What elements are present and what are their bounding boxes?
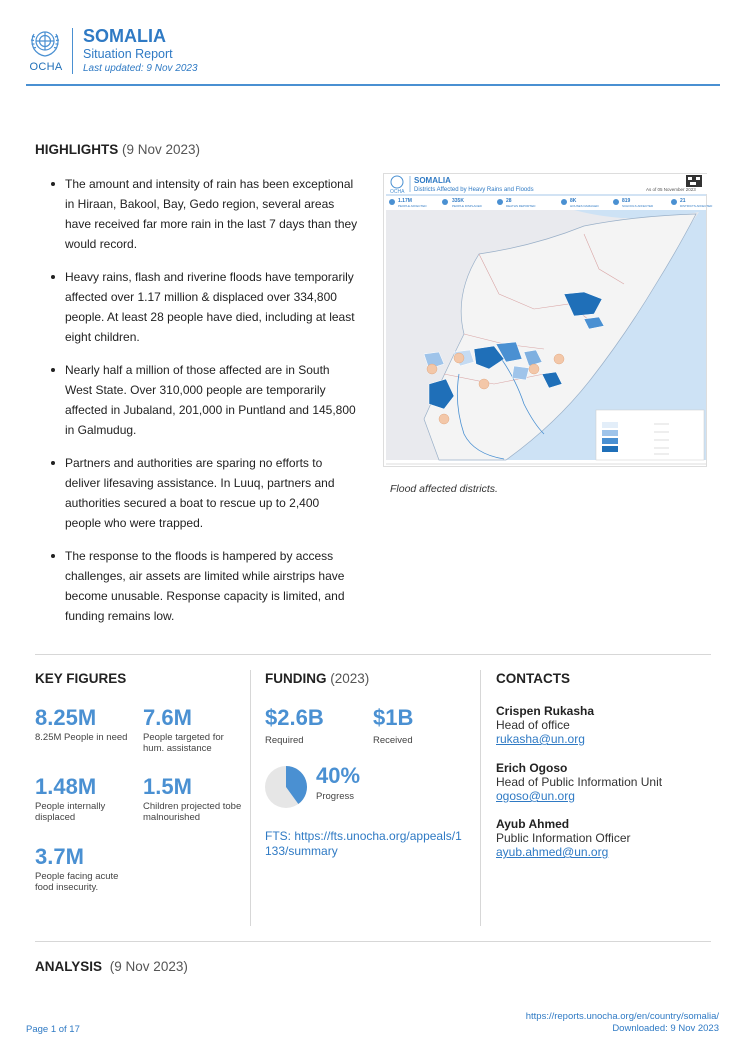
logo-text: OCHA xyxy=(29,61,63,73)
contact-name: Crispen Rukasha xyxy=(496,704,595,718)
contacts-title: CONTACTS xyxy=(496,671,570,686)
funding-progress-pie xyxy=(264,765,308,809)
key-figure-label: People facing acute food insecurity. xyxy=(35,871,119,893)
map-stat-value: 335K xyxy=(452,198,464,204)
footer-downloaded: Downloaded: 9 Nov 2023 xyxy=(612,1023,719,1034)
highlight-item xyxy=(48,453,358,533)
key-figure-label: Children projected tobe malnourished xyxy=(143,801,242,823)
key-figure-value: 8.25M xyxy=(35,705,97,730)
highlights-date: (9 Nov 2023) xyxy=(122,142,201,157)
funding-heading xyxy=(265,671,369,686)
contact-card xyxy=(496,817,711,859)
key-figure xyxy=(35,705,140,743)
header-divider xyxy=(72,28,73,74)
analysis-title: ANALYSIS xyxy=(35,959,103,974)
funding-title: FUNDING xyxy=(265,671,327,686)
section-divider xyxy=(35,654,711,655)
contact-name: Erich Ogoso xyxy=(496,761,568,775)
map-stat-label: PEOPLE AFFECTED xyxy=(398,204,427,208)
key-figure-label: People internally displaced xyxy=(35,801,106,823)
flood-map-image[interactable] xyxy=(383,173,713,467)
ocha-logo xyxy=(26,26,66,78)
somalia-flood-map xyxy=(384,174,713,468)
svg-text:OCHA: OCHA xyxy=(390,189,405,195)
map-stat-label: DISTRICTS AFFECTED xyxy=(680,204,713,208)
contact-email-link[interactable]: ayub.ahmed@un.org xyxy=(496,845,609,859)
page-number: Page 1 of 17 xyxy=(26,1024,80,1035)
highlight-item xyxy=(48,360,358,440)
key-figure-value: 3.7M xyxy=(35,844,84,869)
map-stat-label: HOUSES DAMAGED xyxy=(570,204,599,208)
highlights-title: HIGHLIGHTS xyxy=(35,142,119,157)
highlight-item xyxy=(48,174,358,254)
bullet-icon xyxy=(51,461,55,465)
column-divider xyxy=(250,670,251,926)
map-stat-label: PEOPLE DISPLACED xyxy=(452,204,482,208)
funding-year: (2023) xyxy=(330,671,370,686)
bullet-icon xyxy=(51,554,55,558)
funding-progress-value: 40% xyxy=(316,763,361,788)
key-figure xyxy=(35,774,130,823)
map-title: Districts Affected by Heavy Rains and Floods xyxy=(414,187,534,193)
funding-received-value: $1B xyxy=(373,705,414,730)
map-stat-value: 21 xyxy=(680,198,686,204)
funding-required-label: Required xyxy=(265,735,304,746)
contact-email-link[interactable]: ogoso@un.org xyxy=(496,789,575,803)
key-figure-value: 1.48M xyxy=(35,774,97,799)
highlight-item xyxy=(48,546,358,626)
highlights-heading xyxy=(35,142,200,157)
key-figure-value: 1.5M xyxy=(143,774,192,799)
contact-email-link[interactable]: rukasha@un.org xyxy=(496,732,585,746)
map-stat-label: DEATHS REPORTED xyxy=(506,204,536,208)
section-divider xyxy=(35,941,711,942)
contact-role: Head of office xyxy=(496,718,570,732)
highlight-text: The response to the floods is hampered by access challenges, air assets are limited while airstrips have become unusable. Response capacity is limited, and funding remains low. xyxy=(65,549,345,623)
contact-role: Public Information Officer xyxy=(496,831,631,845)
highlight-text: The amount and intensity of rain has been exceptional in Hiraan, Bakool, Bay, Gedo region, several areas have received far more rain in the last 7 days than they would record. xyxy=(65,177,358,251)
contact-name: Ayub Ahmed xyxy=(496,817,570,831)
key-figure-label: 8.25M People in need xyxy=(35,732,128,743)
country-title: SOMALIA xyxy=(83,26,166,46)
bullet-icon xyxy=(51,368,55,372)
highlight-item xyxy=(48,267,358,347)
funding-progress-label: Progress xyxy=(316,791,355,802)
funding-required-value: $2.6B xyxy=(265,705,324,730)
contact-card xyxy=(496,761,711,803)
key-figure xyxy=(143,774,248,823)
map-stat-value: 1.17M xyxy=(398,198,412,204)
contact-role: Head of Public Information Unit xyxy=(496,775,663,789)
key-figure xyxy=(143,705,243,754)
fts-link[interactable]: FTS: https://fts.unocha.org/appeals/1133/summary xyxy=(265,829,462,858)
key-figure xyxy=(35,844,135,893)
column-divider xyxy=(480,670,481,926)
footer-url-link[interactable]: https://reports.unocha.org/en/country/somalia/ xyxy=(525,1011,719,1022)
key-figures-title: KEY FIGURES xyxy=(35,671,127,686)
map-stat-value: 28 xyxy=(506,198,512,204)
report-header xyxy=(26,26,720,86)
footer-source xyxy=(526,1011,719,1035)
map-caption: Flood affected districts. xyxy=(390,483,498,495)
analysis-date: (9 Nov 2023) xyxy=(109,959,188,974)
last-updated: Last updated: 9 Nov 2023 xyxy=(83,63,198,74)
bullet-icon xyxy=(51,275,55,279)
key-figure-label: People targeted for hum. assistance xyxy=(143,732,224,754)
analysis-heading xyxy=(35,959,188,974)
map-stat-value: 819 xyxy=(622,198,631,204)
highlight-text: Nearly half a million of those affected are in South West State. Over 310,000 people are temporarily affected in Jubaland, 201,000 in Puntland and 145,800 in Galmudug. xyxy=(65,363,356,437)
contact-card xyxy=(496,704,711,746)
map-stat-label: SCHOOLS AFFECTED xyxy=(622,204,654,208)
map-stat-value: 8K xyxy=(570,198,577,204)
bullet-icon xyxy=(51,182,55,186)
report-type: Situation Report xyxy=(83,47,173,61)
highlight-text: Partners and authorities are sparing no efforts to deliver lifesaving assistance. In Luuq, partners and authorities secured a boat to rescue up to 2,400 people who were trapped. xyxy=(65,456,335,530)
map-date: As of 05 November 2023 xyxy=(646,187,696,192)
highlights-list xyxy=(48,174,358,639)
map-country: SOMALIA xyxy=(414,176,451,185)
key-figure-value: 7.6M xyxy=(143,705,192,730)
un-emblem-icon xyxy=(27,26,63,60)
highlight-text: Heavy rains, flash and riverine floods have temporarily affected over 1.17 million & displaced over 334,800 people. At least 28 people have died, including at least eight children. xyxy=(65,270,355,344)
funding-received-label: Received xyxy=(373,735,413,746)
